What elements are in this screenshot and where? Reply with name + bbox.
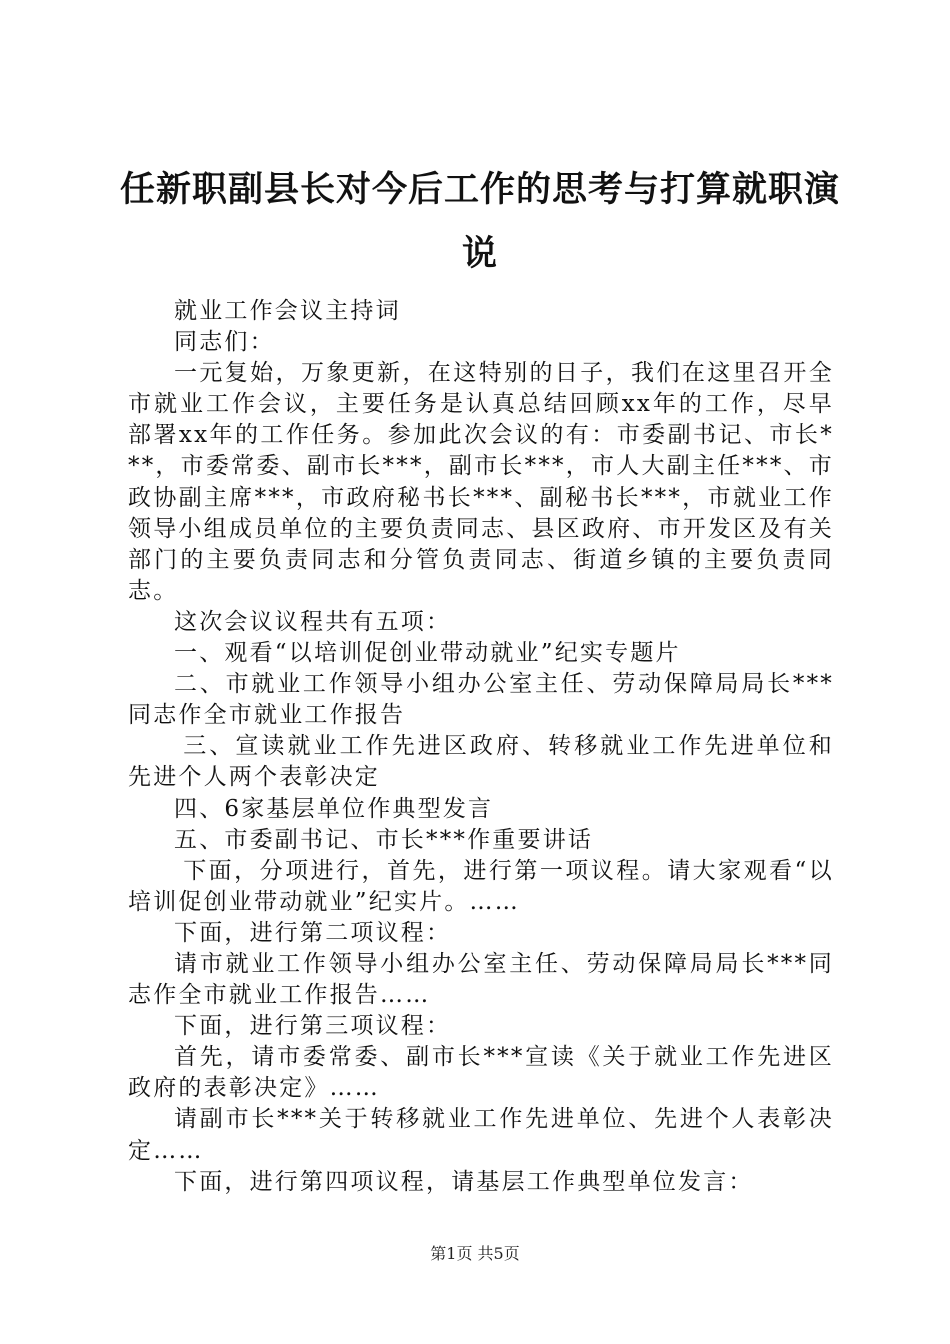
agenda-item-4: 四、6家基层单位作典型发言 xyxy=(174,795,494,822)
paragraph-salutation: 同志们： xyxy=(174,329,275,356)
paragraph-item-1-proceed: 下面，分项进行，首先，进行第一项议程。请大家观看“以培训促创业带动就业”纪实片。…… xyxy=(128,857,834,915)
document-body xyxy=(128,296,834,1198)
agenda-item-2: 二、市就业工作领导小组办公室主任、劳动保障局局长***同志作全市就业工作报告 xyxy=(128,671,834,729)
paragraph-item-2-heading: 下面，进行第二项议程： xyxy=(174,919,452,946)
paragraph-item-3-heading: 下面，进行第三项议程： xyxy=(174,1013,452,1040)
paragraph-opening: 一元复始，万象更新，在这特别的日子，我们在这里召开全市就业工作会议，主要任务是认真总结回顾xx年的工作，尽早部署xx年的工作任务。参加此次会议的有：市委副书记、市长***，市委常委、副市长***，副市长***，市人大副主任***、市政协副主席***，市政府秘书长***、副秘书长***，市就业工作领导小组成员单位的主要负责同志、县区政府、市开发区及有关部门的主要负责同志和分管负责同志、街道乡镇的主要负责同志。 xyxy=(128,360,834,604)
document-title: 任新职副县长对今后工作的思考与打算就职演说 xyxy=(120,170,841,274)
paragraph-subtitle: 就业工作会议主持词 xyxy=(174,298,401,324)
paragraph-agenda-intro: 这次会议议程共有五项： xyxy=(174,608,452,635)
page-footer: 第1页 共5页 xyxy=(430,1244,520,1263)
agenda-item-5: 五、市委副书记、市长***作重要讲话 xyxy=(174,826,594,853)
agenda-item-3: 三、宣读就业工作先进区政府、转移就业工作先进单位和先进个人两个表彰决定 xyxy=(128,733,834,791)
paragraph-item-4-heading: 下面，进行第四项议程，请基层工作典型单位发言： xyxy=(174,1168,754,1195)
paragraph-item-2-body: 请市就业工作领导小组办公室主任、劳动保障局局长***同志作全市就业工作报告…… xyxy=(128,950,834,1009)
paragraph-item-3-second: 请副市长***关于转移就业工作先进单位、先进个人表彰决定…… xyxy=(128,1106,834,1164)
paragraph-item-3-first: 首先，请市委常委、副市长***宣读《关于就业工作先进区政府的表彰决定》…… xyxy=(128,1044,834,1102)
agenda-item-1: 一、观看“以培训促创业带动就业”纪实专题片 xyxy=(174,640,681,667)
